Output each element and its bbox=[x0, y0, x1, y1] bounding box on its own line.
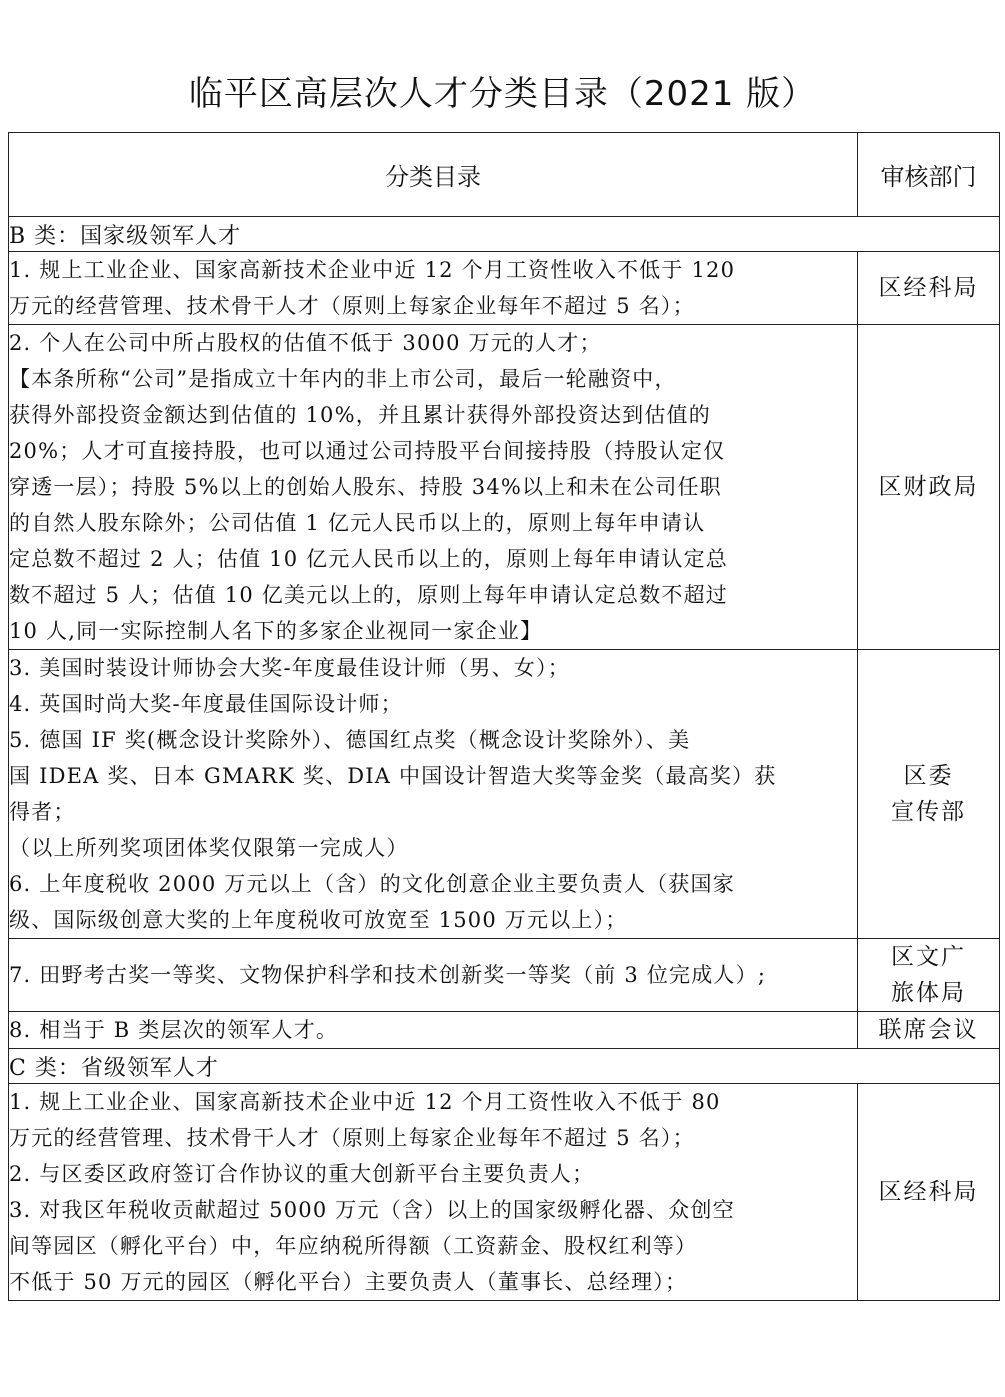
column-header-category: 分类目录 bbox=[9, 133, 858, 217]
category-content-cell bbox=[9, 252, 858, 325]
category-text-line: 3. 对我区年税收贡献超过 5000 万元（含）以上的国家级孵化器、众创空 bbox=[9, 1198, 735, 1222]
category-text-line: 1. 规上工业企业、国家高新技术企业中近 12 个月工资性收入不低于 80 bbox=[9, 1090, 721, 1114]
department-name: 旅体局 bbox=[891, 980, 966, 1006]
review-department-cell bbox=[858, 650, 1000, 939]
department-name: 区委 bbox=[903, 763, 954, 789]
category-text-line: 定总数不超过 2 人；估值 10 亿元人民币以上的，原则上每年申请认定总 bbox=[9, 547, 728, 571]
category-text-line: 【本条所称“公司”是指成立十年内的非上市公司，最后一轮融资中， bbox=[9, 367, 677, 391]
table-row bbox=[9, 252, 1000, 325]
review-department-cell bbox=[858, 252, 1000, 325]
table-row bbox=[9, 650, 1000, 939]
section-b-header-row bbox=[9, 217, 1000, 252]
category-text-line: 8. 相当于 B 类层次的领军人才。 bbox=[9, 1018, 339, 1042]
department-name: 区财政局 bbox=[878, 474, 979, 500]
department-name: 区文广 bbox=[891, 944, 966, 970]
talent-catalog-table bbox=[8, 132, 1000, 1301]
category-text-line: 万元的经营管理、技术骨干人才（原则上每家企业每年不超过 5 名）； bbox=[9, 294, 695, 318]
category-content-cell bbox=[9, 1012, 858, 1049]
category-text-line: 不低于 50 万元的园区（孵化平台）主要负责人（董事长、总经理）； bbox=[9, 1270, 688, 1294]
section-c-title: C 类：省级领军人才 bbox=[9, 1049, 1000, 1084]
category-text-line: 得者； bbox=[9, 800, 76, 824]
category-text-line: 穿透一层）；持股 5%以上的创始人股东、持股 34%以上和未在公司任职 bbox=[9, 475, 722, 499]
category-text-line: （以上所列奖项团体奖仅限第一完成人） bbox=[9, 836, 409, 860]
review-department-cell bbox=[858, 939, 1000, 1012]
category-text-line: 2. 与区委区政府签订合作协议的重大创新平台主要负责人； bbox=[9, 1162, 595, 1186]
category-text-line: 间等园区（孵化平台）中，年应纳税所得额（工资薪金、股权红利等） bbox=[9, 1234, 698, 1258]
category-content-cell bbox=[9, 1084, 858, 1301]
category-text-line: 级、国际级创意大奖的上年度税收可放宽至 1500 万元以上）； bbox=[9, 908, 628, 932]
category-text-line: 3. 美国时装设计师协会大奖-年度最佳设计师（男、女）； bbox=[9, 656, 570, 680]
category-text-line: 1. 规上工业企业、国家高新技术企业中近 12 个月工资性收入不低于 120 bbox=[9, 258, 736, 282]
category-text-line: 7. 田野考古奖一等奖、文物保护科学和技术创新奖一等奖（前 3 位完成人）; bbox=[9, 963, 767, 987]
category-text-line: 10 人,同一实际控制人名下的多家企业视同一家企业】 bbox=[9, 619, 543, 643]
table-row bbox=[9, 1012, 1000, 1049]
category-text-line: 20%；人才可直接持股，也可以通过公司持股平台间接持股（持股认定仅 bbox=[9, 439, 726, 463]
department-name: 宣传部 bbox=[891, 799, 966, 825]
review-department-cell bbox=[858, 325, 1000, 650]
category-text-line: 数不超过 5 人；估值 10 亿美元以上的，原则上每年申请认定总数不超过 bbox=[9, 583, 728, 607]
table-row bbox=[9, 1084, 1000, 1301]
table-row bbox=[9, 325, 1000, 650]
category-text-line: 获得外部投资金额达到估值的 10%，并且累计获得外部投资达到估值的 bbox=[9, 403, 711, 427]
section-c-header-row bbox=[9, 1049, 1000, 1084]
category-content-cell bbox=[9, 325, 858, 650]
category-text-line: 5. 德国 IF 奖(概念设计奖除外）、德国红点奖（概念设计奖除外）、美 bbox=[9, 728, 691, 752]
table-row bbox=[9, 939, 1000, 1012]
category-text-line: 的自然人股东除外；公司估值 1 亿元人民币以上的，原则上每年申请认 bbox=[9, 511, 706, 535]
category-text-line: 国 IDEA 奖、日本 GMARK 奖、DIA 中国设计智造大奖等金奖（最高奖）获 bbox=[9, 764, 777, 788]
section-b-title: B 类：国家级领军人才 bbox=[9, 217, 1000, 252]
department-name: 联席会议 bbox=[878, 1017, 979, 1043]
category-content-cell bbox=[9, 939, 858, 1012]
category-text-line: 4. 英国时尚大奖-年度最佳国际设计师； bbox=[9, 692, 403, 716]
category-content-cell bbox=[9, 650, 858, 939]
category-text-line: 6. 上年度税收 2000 万元以上（含）的文化创意企业主要负责人（获国家 bbox=[9, 872, 735, 896]
category-text-line: 万元的经营管理、技术骨干人才（原则上每家企业每年不超过 5 名）； bbox=[9, 1126, 695, 1150]
table-header-row bbox=[9, 133, 1000, 217]
department-name: 区经科局 bbox=[878, 1179, 979, 1205]
column-header-department: 审核部门 bbox=[858, 133, 1000, 217]
review-department-cell bbox=[858, 1012, 1000, 1049]
category-text-line: 2. 个人在公司中所占股权的估值不低于 3000 万元的人才； bbox=[9, 331, 602, 355]
page-title: 临平区高层次人才分类目录（2021 版） bbox=[188, 74, 817, 114]
department-name: 区经科局 bbox=[878, 275, 979, 301]
review-department-cell bbox=[858, 1084, 1000, 1301]
